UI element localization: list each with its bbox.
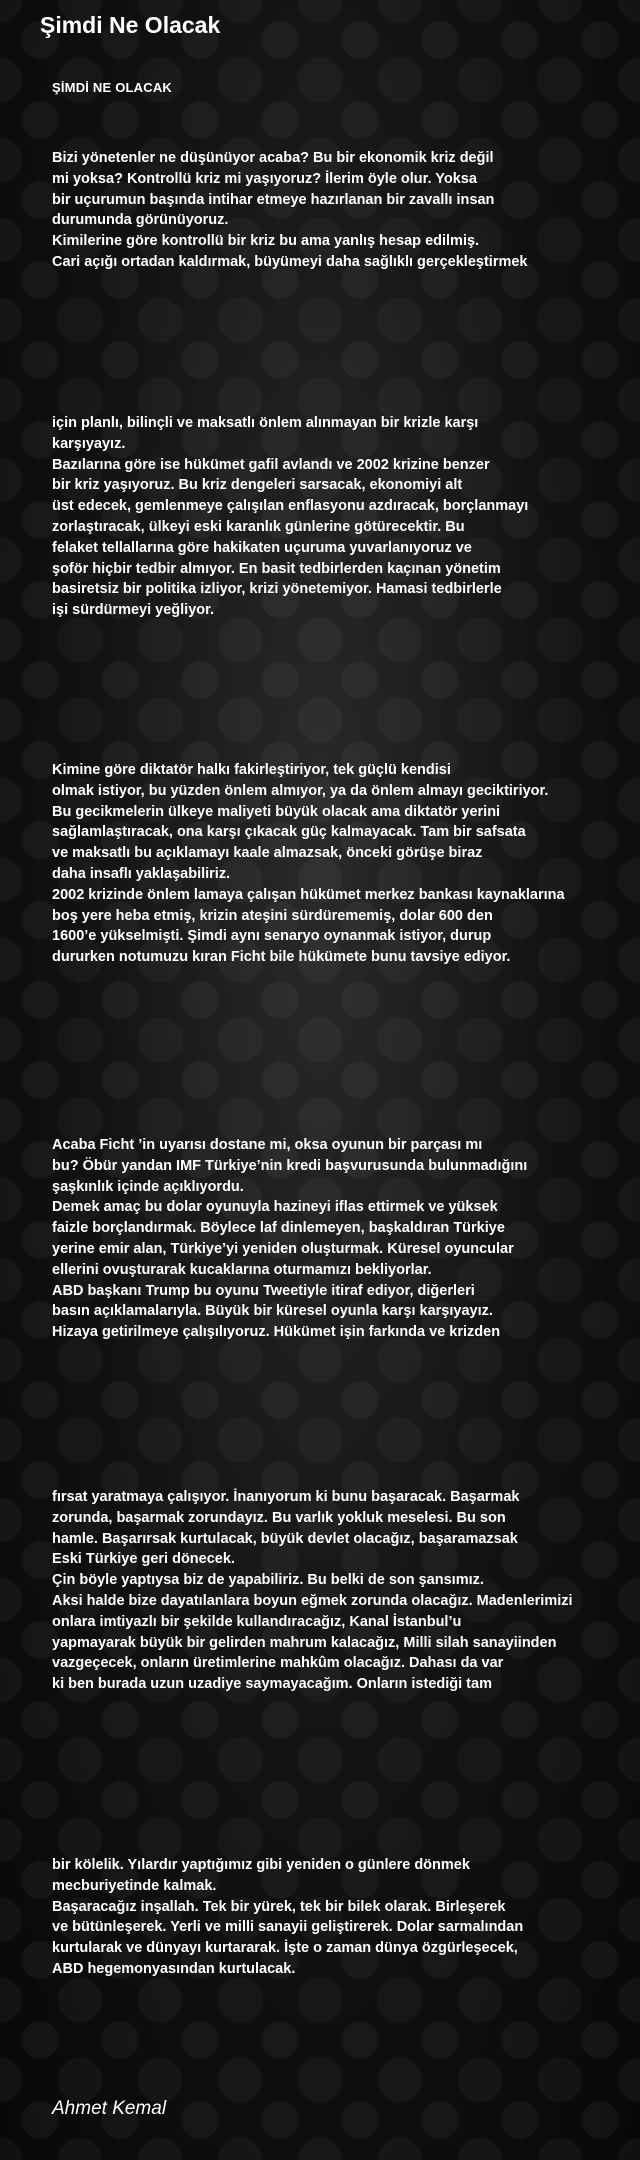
- stanza-3: [52, 760, 632, 968]
- stanza-line: bu? Öbür yandan IMF Türkiye’nin kredi başvurusunda bulunmadığını: [52, 1157, 528, 1174]
- stanza-line: mi yoksa? Kontrollü kriz mi yaşıyoruz? İlerim öyle olur. Yoksa: [52, 170, 477, 187]
- stanza-6: [52, 1855, 632, 1980]
- stanza-line: boş yere heba etmiş, krizin ateşini sürdürememiş, dolar 600 den: [52, 907, 493, 924]
- stanza-line: Demek amaç bu dolar oyunuyla hazineyi iflas ettirmek ve yüksek: [52, 1199, 498, 1216]
- poem-title: Şimdi Ne Olacak: [40, 12, 221, 38]
- stanza-line: sağlamlaştıracak, ona karşı çıkacak güç kalmayacak. Tam bir safsata: [52, 824, 526, 841]
- stanza-line: zorunda, başarmak zorundayız. Bu varlık yokluk meselesi. Bu son: [52, 1509, 506, 1526]
- stanza-line: durumunda görünüyoruz.: [52, 212, 229, 229]
- stanza-line: yerine emir alan, Türkiye’yi yeniden oluşturmak. Küresel oyuncular: [52, 1240, 514, 1257]
- stanza-line: Aksi halde bize dayatılanlara boyun eğmek zorunda olacağız. Madenlerimizi: [52, 1592, 573, 1609]
- stanza-line: ve bütünleşerek. Yerli ve milli sanayii geliştirerek. Dolar sarmalından: [52, 1919, 524, 1936]
- stanza-line: kurtularak ve dünyayı kurtararak. İşte o zaman dünya özgürleşecek,: [52, 1940, 518, 1957]
- stanza-line: basiretsiz bir politika izliyor, krizi yönetemiyor. Hamasi tedbirlerle: [52, 581, 502, 598]
- stanza-line: Çin böyle yaptıysa biz de yapabiliriz. Bu belki de son şansımız.: [52, 1572, 484, 1589]
- stanza-line: vazgeçecek, onların üretimlerine mahkûm olacağız. Dahası da var: [52, 1655, 504, 1672]
- stanza-5: [52, 1487, 632, 1695]
- stanza-line: 2002 krizinde önlem lamaya çalışan hükümet merkez bankası kaynaklarına: [52, 886, 565, 903]
- stanza-line: işi sürdürmeyi yeğliyor.: [52, 602, 214, 619]
- stanza-line: Hizaya getirilmeye çalışılıyoruz. Hükümet işin farkında ve krizden: [52, 1324, 501, 1341]
- stanza-line: olmak istiyor, bu yüzden önlem almıyor, ya da önlem almayı geciktiriyor.: [52, 782, 549, 799]
- stanza-line: ki ben burada uzun uzadiye saymayacağım. Onların istediği tam: [52, 1676, 492, 1693]
- stanza-line: zorlaştıracak, ülkeyi eski karanlık günlerine götürecektir. Bu: [52, 518, 465, 535]
- stanza-line: Cari açığı ortadan kaldırmak, büyümeyi daha sağlıklı gerçekleştirmek: [52, 253, 528, 270]
- stanza-line: dururken notumuzu kıran Ficht bile hükümete bunu tavsiye ediyor.: [52, 949, 511, 966]
- stanza-line: bir kriz yaşıyoruz. Bu kriz dengeleri sarsacak, ekonomiyi alt: [52, 477, 463, 494]
- stanza-line: Bizi yönetenler ne düşünüyor acaba? Bu bir ekonomik kriz değil: [52, 150, 494, 166]
- stanza-line: Acaba Ficht ’in uyarısı dostane mi, oksa oyunun bir parçası mı: [52, 1137, 483, 1153]
- stanza-line: ABD hegemonyasından kurtulacak.: [52, 1960, 296, 1977]
- author-name: Ahmet Kemal: [52, 2098, 167, 2119]
- stanza-line: Bazılarına göre ise hükümet gafil avlandı ve 2002 krizine benzer: [52, 456, 490, 473]
- stanza-2: [52, 413, 632, 621]
- stanza-line: Eski Türkiye geri dönecek.: [52, 1551, 235, 1568]
- stanza-line: mecburiyetinde kalmak.: [52, 1877, 217, 1894]
- stanza-line: daha insaflı yaklaşabiliriz.: [52, 865, 231, 882]
- stanza-line: felaket tellallarına göre hakikaten uçuruma yuvarlanıyoruz ve: [52, 539, 472, 556]
- stanza-line: Başaracağız inşallah. Tek bir yürek, tek bir bilek olarak. Birleşerek: [52, 1898, 506, 1915]
- stanza-line: ve maksatlı bu açıklamayı kaale almazsak, önceki görüşe biraz: [52, 845, 483, 862]
- stanza-line: bir kölelik. Yılardır yaptığımız gibi yeniden o günlere dönmek: [52, 1857, 470, 1873]
- stanza-line: faizle borçlandırmak. Böylece laf dinlemeyen, başkaldıran Türkiye: [52, 1220, 505, 1237]
- stanza-line: şoför hiçbir tedbir almıyor. En basit tedbirlerden kaçınan yönetim: [52, 560, 501, 577]
- stanza-1: [52, 148, 632, 273]
- poem-subtitle: ŞİMDİ NE OLACAK: [52, 80, 172, 95]
- stanza-line: fırsat yaratmaya çalışıyor. İnanıyorum ki bunu başaracak. Başarmak: [52, 1489, 520, 1505]
- stanza-line: karşıyayız.: [52, 435, 126, 452]
- stanza-line: şaşkınlık içinde açıklıyordu.: [52, 1178, 244, 1195]
- stanza-line: Kimine göre diktatör halkı fakirleştiriyor, tek güçlü kendisi: [52, 762, 451, 778]
- stanza-line: Kimilerine göre kontrollü bir kriz bu ama yanlış hesap edilmiş.: [52, 233, 480, 250]
- stanza-line: Bu gecikmelerin ülkeye maliyeti büyük olacak ama diktatör yerini: [52, 803, 501, 820]
- stanza-line: hamle. Başarırsak kurtulacak, büyük devlet olacağız, başaramazsak: [52, 1530, 518, 1547]
- stanza-line: ABD başkanı Trump bu oyunu Tweetiyle itiraf ediyor, diğerleri: [52, 1282, 475, 1299]
- stanza-line: için planlı, bilinçli ve maksatlı önlem alınmayan bir krizle karşı: [52, 415, 479, 431]
- stanza-line: onlara imtiyazlı bir şekilde kullandıracağız, Kanal İstanbul’u: [52, 1613, 462, 1630]
- stanza-4: [52, 1135, 632, 1343]
- stanza-line: ellerini ovuşturarak kucaklarına oturmamızı bekliyorlar.: [52, 1261, 432, 1278]
- stanza-line: üst edecek, gemlenmeye çalışılan enflasyonu azdıracak, borçlanmayı: [52, 498, 529, 515]
- stanza-line: basın açıklamalarıyla. Büyük bir küresel oyunla karşı karşıyayız.: [52, 1303, 493, 1320]
- stanza-line: 1600’e yükselmişti. Şimdi aynı senaryo oynanmak istiyor, durup: [52, 928, 492, 945]
- stanza-line: yapmayarak büyük bir gelirden mahrum kalacağız, Milli silah sanayiinden: [52, 1634, 557, 1651]
- stanza-line: bir uçurumun başında intihar etmeye hazırlanan bir zavallı insan: [52, 191, 495, 208]
